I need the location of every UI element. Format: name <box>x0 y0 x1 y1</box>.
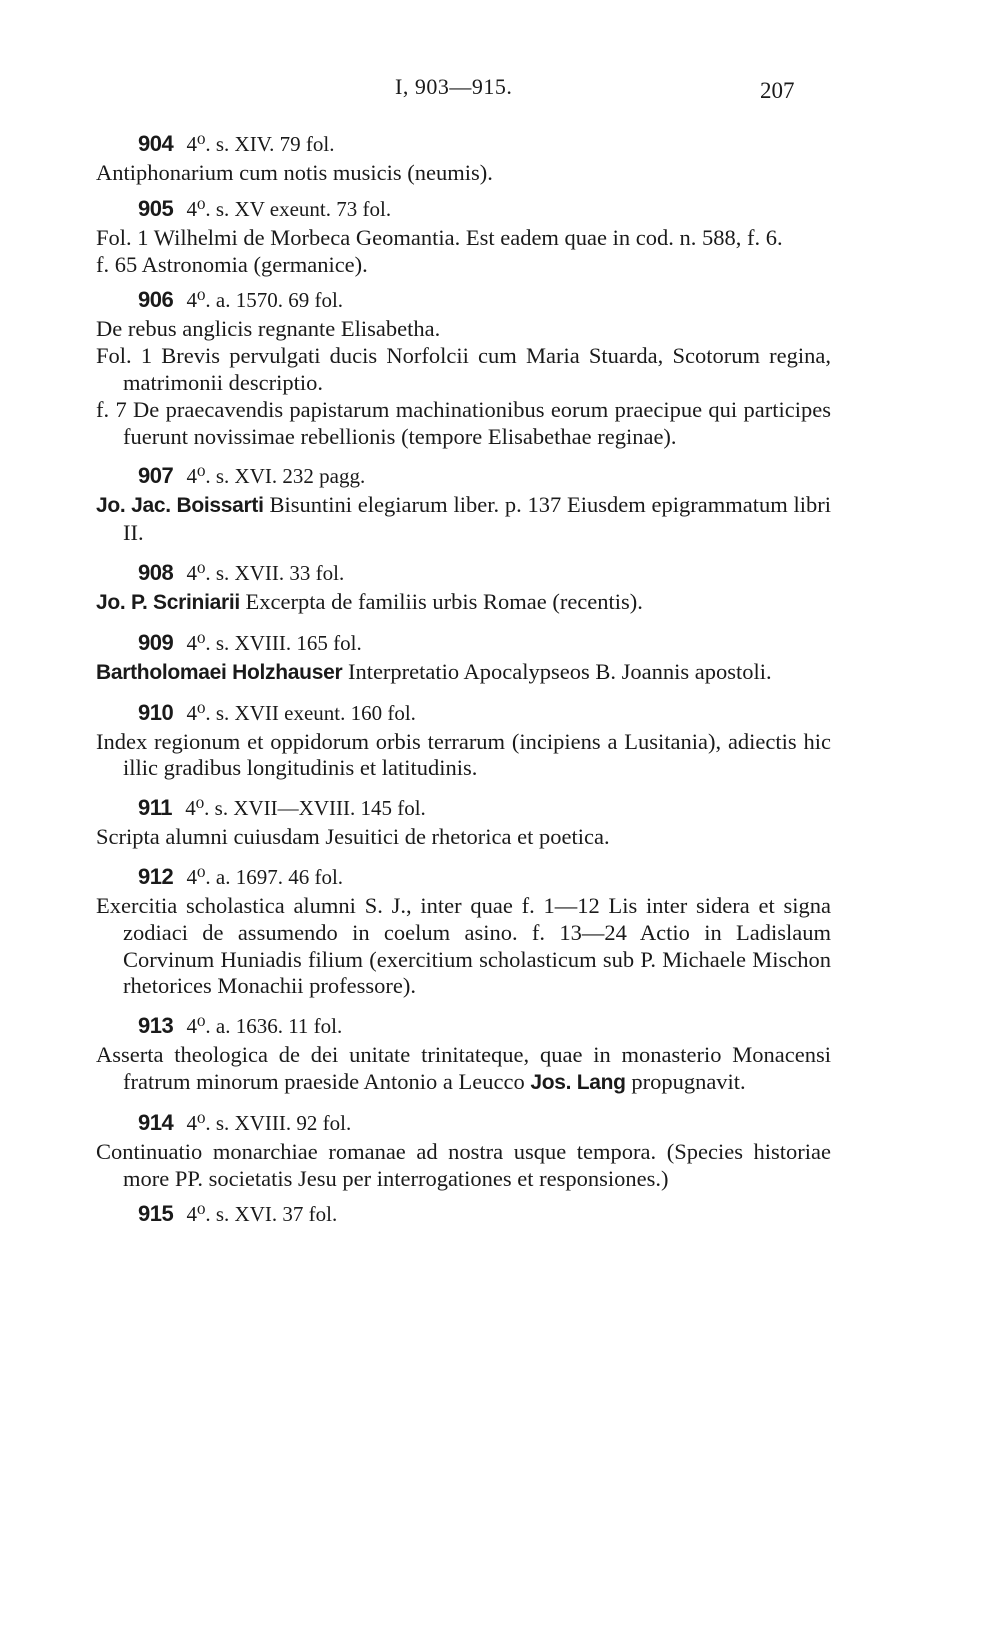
catalog-entry-911 <box>0 794 1000 851</box>
catalog-entry-907 <box>0 462 1000 547</box>
catalog-entry-909 <box>0 629 1000 687</box>
author-name: Jo. Jac. Boissarti <box>96 494 264 518</box>
entry-text: propugnavit. <box>631 1068 746 1094</box>
entry-description: f. 7 De praecavendis papistarum machinationibus eorum praecipue qui participes fuerunt novissimae rebellionis (tempore Elisabethae reginae). <box>96 396 831 449</box>
entry-description: Antiphonarium cum notis musicis (neumis). <box>96 160 493 185</box>
entry-description: Scripta alumni cuiusdam Jesuitici de rhetorica et poetica. <box>96 824 610 850</box>
catalog-entry-915 <box>0 1200 1000 1228</box>
entry-number: 913 <box>138 1013 174 1039</box>
entry-heading <box>138 195 1000 223</box>
entry-meta: 4⁰. s. XVI. 232 pagg. <box>186 464 366 489</box>
entry-description: Exercitia scholastica alumni S. J., inter quae f. 1—12 Lis inter sidera et signa zodiaci de assumendo in coelum asino. f. 13—24 Actio in Ladislaum Corvinum Huniadis filium (exercitium scholasticum sub P. Michaele Mischon rhetorices Monachii professore). <box>96 892 831 999</box>
entry-meta: 4⁰. a. 1697. 46 fol. <box>186 864 344 889</box>
catalog-entry-908 <box>0 559 1000 617</box>
catalog-entry-914 <box>0 1109 1000 1193</box>
entry-description: De rebus anglicis regnante Elisabetha. <box>96 316 441 342</box>
entry-heading <box>138 130 1000 158</box>
catalog-entry-904 <box>0 130 1000 187</box>
catalog-entry-913 <box>0 1012 1000 1097</box>
entry-meta: 4⁰. s. XVII. 33 fol. <box>186 560 345 585</box>
entry-description: f. 65 Astronomia (germanice). <box>96 251 368 277</box>
entry-text: Bisuntini elegiarum liber. p. 137 Eiusdem epigrammatum libri II. <box>123 492 831 546</box>
entry-number: 907 <box>138 463 174 489</box>
catalog-entry-912 <box>0 863 1000 1000</box>
author-name: Bartholomaei Holzhauser <box>96 660 343 684</box>
entry-description: Index regionum et oppidorum orbis terrarum (incipiens a Lusitania), adiectis hic illic gradibus longitudinis et latitudinis. <box>96 728 831 781</box>
entry-number: 908 <box>138 559 174 585</box>
catalog-entries <box>0 130 1000 1228</box>
entry-meta: 4⁰. s. XV exeunt. 73 fol. <box>186 196 392 221</box>
running-header <box>0 74 1000 104</box>
entry-heading <box>138 699 1000 727</box>
entry-description: Fol. 1 Brevis pervulgati ducis Norfolcii cum Maria Stuarda, Scotorum regina, matrimonii descriptio. <box>96 343 831 395</box>
entry-text: Excerpta de familiis urbis Romae (recentis). <box>245 588 643 614</box>
entry-number: 905 <box>138 195 174 221</box>
entry-description <box>96 492 831 547</box>
catalog-entry-906 <box>0 286 1000 450</box>
entry-meta: 4⁰. s. XVI. 37 fol. <box>186 1202 338 1227</box>
entry-description <box>96 658 831 687</box>
entry-description: Continuatio monarchiae romanae ad nostra usque tempora. (Species historiae more PP. societatis Jesu per interrogationes et responsiones.) <box>96 1138 831 1191</box>
entry-heading <box>138 1109 1000 1137</box>
author-name: Jo. P. Scriniarii <box>96 590 240 614</box>
entry-heading <box>138 559 1000 587</box>
entry-heading <box>138 863 1000 891</box>
entry-number: 911 <box>138 795 172 821</box>
entry-meta: 4⁰. s. XVII exeunt. 160 fol. <box>186 700 416 725</box>
entry-description <box>96 588 831 617</box>
catalog-entry-910 <box>0 699 1000 783</box>
entry-text: Asserta theologica de dei unitate trinitateque, quae in monasterio Monacensi fratrum minorum praeside Antonio a Leucco <box>96 1042 831 1094</box>
entry-heading <box>138 629 1000 657</box>
entry-meta: 4⁰. s. XVIII. 165 fol. <box>186 630 362 655</box>
entry-heading <box>138 794 1000 822</box>
entry-description: Fol. 1 Wilhelmi de Morbeca Geomantia. Est eadem quae in cod. n. 588, f. 6. <box>96 224 783 250</box>
entry-number: 909 <box>138 629 174 655</box>
author-name: Jos. Lang <box>530 1070 626 1094</box>
entry-heading <box>138 1200 1000 1228</box>
entry-meta: 4⁰. s. XIV. 79 fol. <box>186 132 335 156</box>
entry-heading <box>138 286 1000 314</box>
entry-meta: 4⁰. s. XVII—XVIII. 145 fol. <box>185 796 426 821</box>
entry-number: 915 <box>138 1201 174 1227</box>
entry-description <box>96 1042 831 1097</box>
entry-number: 906 <box>138 287 174 313</box>
entry-number: 912 <box>138 863 174 889</box>
entry-number: 910 <box>138 699 174 725</box>
entry-number: 904 <box>138 131 174 156</box>
entry-text: Interpretatio Apocalypseos B. Joannis apostoli. <box>347 658 772 684</box>
entry-meta: 4⁰. a. 1636. 11 fol. <box>186 1014 343 1039</box>
entry-meta: 4⁰. s. XVIII. 92 fol. <box>186 1110 352 1135</box>
entry-number: 914 <box>138 1109 174 1135</box>
entry-heading <box>138 1012 1000 1040</box>
catalog-entry-905 <box>0 195 1000 279</box>
entry-meta: 4⁰. a. 1570. 69 fol. <box>186 288 344 313</box>
page-number: 207 <box>760 78 795 103</box>
entry-heading <box>138 462 1000 490</box>
running-title: I, 903—915. <box>395 74 513 99</box>
